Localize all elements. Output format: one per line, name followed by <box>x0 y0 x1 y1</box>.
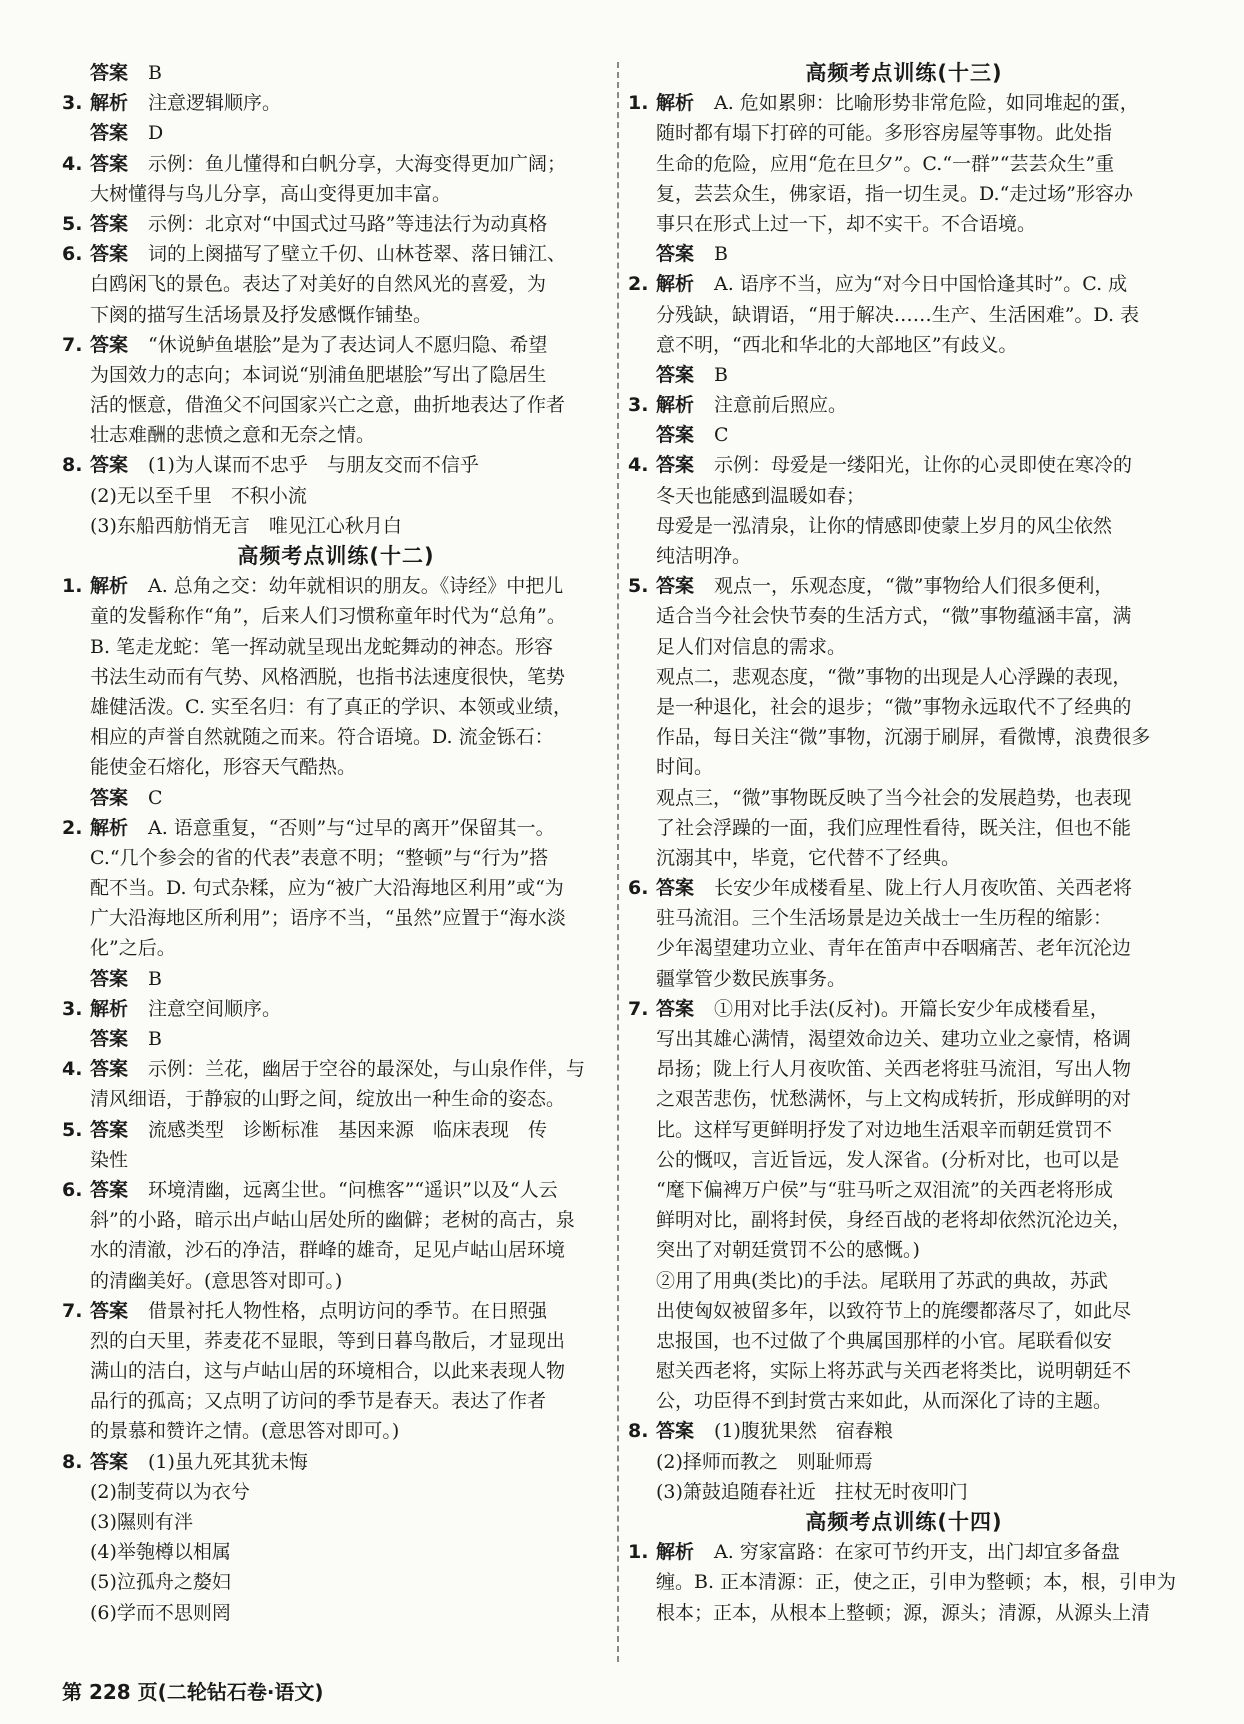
item-text: C <box>714 424 729 447</box>
answer-continuation: 意不明，“西北和华北的大部地区”有歧义。 <box>656 333 1018 356</box>
answer-continuation: 复，芸芸众生，佛家语，指一切生灵。D.“走过场”形容办 <box>656 182 1134 205</box>
item-text: (1)腹犹果然 宿舂粮 <box>714 1420 893 1443</box>
answer-continuation: 少年渴望建功立业、青年在笛声中吞咽痛苦、老年沉沦边 <box>656 937 1132 960</box>
item-number: 3. <box>62 997 83 1020</box>
answer-subitem: (2)制芰荷以为衣兮 <box>90 1480 250 1503</box>
item-text: C <box>148 786 163 809</box>
item-label: 解析 <box>656 92 695 115</box>
answer-item <box>62 571 610 601</box>
answer-item <box>62 1054 610 1084</box>
answer-continuation: 随时都有塌下打碎的可能。多形容房屋等事物。此处指 <box>656 122 1113 145</box>
item-text: “休说鲈鱼堪脍”是为了表达词人不愿归隐、希望 <box>148 333 548 356</box>
answer-continuation: 烈的白天里，荞麦花不显眼，等到日暮鸟散后，才显现出 <box>90 1329 566 1352</box>
item-number: 5. <box>62 212 83 235</box>
answer-subitem: (3)箫鼓追随春社近 拄杖无时夜叩门 <box>656 1480 968 1503</box>
answer-item <box>628 450 1180 480</box>
answer-continuation: 能使金石熔化，形容天气酷热。 <box>90 756 357 779</box>
answer-continuation: 相应的声誉自然就随之而来。符合语境。D. 流金铄石： <box>90 726 554 749</box>
item-label: 答案 <box>656 243 695 266</box>
item-text: B <box>148 1028 162 1050</box>
answer-continuation: 时间。 <box>656 756 714 779</box>
answer-continuation: 昂扬；陇上行人月夜吹笛、关西老将驻马流泪，写出人物 <box>656 1058 1132 1081</box>
answer-continuation: 慰关西老将，实际上将苏武与关西老将类比，说明朝廷不 <box>656 1360 1132 1383</box>
item-text: B <box>714 243 728 266</box>
item-text: 注意空间顺序。 <box>148 997 282 1020</box>
answer-item <box>62 118 610 148</box>
answer-continuation: 是一种退化，社会的退步；“微”事物永远取代不了经典的 <box>656 695 1132 718</box>
answer-continuation: 染性 <box>90 1148 129 1171</box>
answer-item <box>628 1537 1180 1567</box>
item-text: B <box>714 363 728 386</box>
answer-item <box>62 330 610 360</box>
answer-continuation: 公，功臣得不到封赏古来如此，从而深化了诗的主题。 <box>656 1390 1113 1413</box>
item-label: 解析 <box>656 1541 695 1564</box>
item-number: 6. <box>62 243 83 266</box>
answer-continuation: 书法生动而有气势、风格洒脱，也指书法速度很快，笔势 <box>90 665 566 688</box>
answer-item <box>62 1175 610 1205</box>
left-column <box>62 58 610 1628</box>
answer-continuation: ②用了用典(类比)的手法。尾联用了苏武的典故，苏武 <box>656 1269 1108 1292</box>
answer-item <box>62 1296 610 1326</box>
item-text: (1)虽九死其犹未悔 <box>148 1450 308 1473</box>
item-text: A. 语序不当，应为“对今日中国恰逢其时”。C. 成 <box>714 273 1128 296</box>
answer-subitem: (5)泣孤舟之嫠妇 <box>90 1571 231 1594</box>
answer-item <box>62 88 610 118</box>
answer-item <box>628 571 1180 601</box>
item-number: 7. <box>62 333 83 356</box>
answer-continuation: 童的发髻称作“角”，后来人们习惯称童年时代为“总角”。 <box>90 605 566 628</box>
answer-continuation: 纯洁明净。 <box>656 545 752 567</box>
item-label: 答案 <box>90 1178 129 1201</box>
item-text: 示例：兰花，幽居于空谷的最深处，与山泉作伴，与 <box>148 1058 586 1081</box>
item-label: 解析 <box>90 816 129 839</box>
item-number: 1. <box>628 1541 649 1564</box>
item-text: A. 穷家富路：在家可节约开支，出门却宜多备盘 <box>714 1541 1120 1564</box>
item-text: 借景衬托人物性格，点明访问的季节。在日照强 <box>148 1299 548 1322</box>
answer-item <box>62 58 610 88</box>
answer-continuation: 大树懂得与鸟儿分享，高山变得更加丰富。 <box>90 182 452 205</box>
answer-continuation: “麾下偏裨万户侯”与“驻马听之双泪流”的关西老将形成 <box>656 1178 1113 1201</box>
answer-subitem: (2)择师而教之 则耻师焉 <box>656 1450 873 1473</box>
answer-continuation: 适合当今社会快节奏的生活方式，“微”事物蕴涵丰富，满 <box>656 605 1132 628</box>
item-text: A. 危如累卵：比喻形势非常危险，如同堆起的蛋， <box>714 92 1139 115</box>
item-number: 1. <box>628 92 649 115</box>
answer-item <box>628 239 1180 269</box>
answer-continuation: 满山的洁白，这与卢岵山居的环境相合，以此来表现人物 <box>90 1360 566 1383</box>
answer-item <box>62 994 610 1024</box>
answer-item <box>628 360 1180 390</box>
answer-continuation: 分残缺，缺谓语，“用于解决……生产、生活困难”。D. 表 <box>656 303 1140 326</box>
answer-item <box>62 1447 610 1477</box>
answer-subitem: (3)东船西舫悄无言 唯见江心秋月白 <box>90 514 402 537</box>
item-number: 3. <box>628 394 649 417</box>
answer-item <box>628 994 1180 1024</box>
answer-continuation: 事只在形式上过一下，却不实干。不合语境。 <box>656 212 1037 235</box>
answer-continuation: 品行的孤高；又点明了访问的季节是春天。表达了作者 <box>90 1390 547 1413</box>
item-label: 答案 <box>656 454 695 477</box>
item-label: 答案 <box>90 967 129 990</box>
answer-subitem: (4)举匏樽以相属 <box>90 1541 231 1564</box>
item-number: 1. <box>62 575 83 598</box>
answer-continuation: 斜”的小路，暗示出卢岵山居处所的幽僻；老树的高古，泉 <box>90 1209 575 1232</box>
item-label: 答案 <box>656 997 695 1020</box>
item-label: 答案 <box>90 1450 129 1473</box>
answer-continuation: 比。这样写更鲜明抒发了对边地生活艰辛而朝廷赏罚不 <box>656 1118 1113 1141</box>
item-label: 答案 <box>90 62 129 84</box>
answer-continuation: 忠报国，也不过做了个典属国那样的小官。尾联看似安 <box>656 1329 1113 1352</box>
answer-continuation: C.“几个参会的省的代表”表意不明；“整顿”与“行为”搭 <box>90 846 549 869</box>
item-label: 答案 <box>656 1420 695 1443</box>
item-label: 解析 <box>90 997 129 1020</box>
item-text: 观点一，乐观态度，“微”事物给人们很多便利， <box>714 575 1114 598</box>
item-text: A. 语意重复，“否则”与“过早的离开”保留其一。 <box>148 816 555 839</box>
item-number: 6. <box>628 877 649 900</box>
answer-item <box>62 813 610 843</box>
item-label: 答案 <box>90 333 129 356</box>
answer-continuation: 清风细语，于静寂的山野之间，绽放出一种生命的姿态。 <box>90 1088 566 1111</box>
answer-continuation: 鲜明对比，副将封侯，身经百战的老将却依然沉沦边关， <box>656 1209 1132 1232</box>
answer-continuation: B. 笔走龙蛇：笔一挥动就呈现出龙蛇舞动的神态。形容 <box>90 635 554 658</box>
page-footer: 第 228 页(二轮钻石卷·语文) <box>62 1680 324 1704</box>
item-label: 答案 <box>90 1299 129 1322</box>
item-number: 5. <box>628 575 649 598</box>
answer-continuation: 足人们对信息的需求。 <box>656 635 847 658</box>
answer-continuation: 作品，每日关注“微”事物，沉溺于刷屏，看微博，浪费很多 <box>656 726 1151 749</box>
item-number: 6. <box>62 1178 83 1201</box>
item-label: 答案 <box>90 243 129 266</box>
answer-continuation: 广大沿海地区所利用”；语序不当，“虽然”应置于“海水淡 <box>90 907 566 930</box>
column-divider <box>617 62 619 1662</box>
answer-continuation: 驻马流泪。三个生活场景是边关战士一生历程的缩影： <box>656 907 1113 930</box>
answer-item <box>62 1024 610 1054</box>
item-label: 答案 <box>90 786 129 809</box>
answer-continuation: 活的惬意，借渔父不问国家兴亡之意，曲折地表达了作者 <box>90 394 566 417</box>
item-text: A. 总角之交：幼年就相识的朋友。《诗经》中把儿 <box>148 575 564 598</box>
item-number: 8. <box>62 1450 83 1473</box>
item-label: 解析 <box>656 273 695 296</box>
item-text: 注意前后照应。 <box>714 394 848 417</box>
answer-subitem: (2)无以至千里 不积小流 <box>90 484 307 507</box>
item-number: 2. <box>628 273 649 296</box>
item-number: 8. <box>628 1420 649 1443</box>
item-label: 答案 <box>90 212 129 235</box>
answer-item <box>62 964 610 994</box>
answer-subitem: (3)隰则有泮 <box>90 1511 193 1533</box>
answer-continuation: 写出其雄心满情，渴望效命边关、建功立业之豪情，格调 <box>656 1028 1132 1050</box>
item-text: ①用对比手法(反衬)。开篇长安少年成楼看星， <box>714 997 1109 1020</box>
section-heading: 高频考点训练(十四) <box>805 1510 1003 1534</box>
answer-item <box>62 239 610 269</box>
answer-continuation: 下阕的描写生活场景及抒发感慨作铺垫。 <box>90 303 433 326</box>
item-number: 5. <box>62 1118 83 1141</box>
item-label: 解析 <box>90 92 129 115</box>
item-label: 答案 <box>90 1118 129 1141</box>
item-text: D <box>148 122 164 145</box>
answer-continuation: 公的慨叹，言近旨远，发人深省。(分析对比，也可以是 <box>656 1148 1120 1171</box>
answer-continuation: 白鸥闲飞的景色。表达了对美好的自然风光的喜爱，为 <box>90 273 547 296</box>
item-label: 解析 <box>656 394 695 417</box>
answer-continuation: 配不当。D. 句式杂糅，应为“被广大沿海地区利用”或“为 <box>90 877 564 900</box>
answer-continuation: 壮志难酬的悲愤之意和无奈之情。 <box>90 424 376 447</box>
item-text: 流感类型 诊断标准 基因来源 临床表现 传 <box>148 1118 548 1141</box>
item-text: (1)为人谋而不忠乎 与朋友交而不信乎 <box>148 454 479 477</box>
item-text: 长安少年成楼看星、陇上行人月夜吹笛、关西老将 <box>714 877 1133 900</box>
item-number: 4. <box>628 454 649 477</box>
answer-item <box>62 783 610 813</box>
answer-continuation: 观点三，“微”事物既反映了当今社会的发展趋势，也表现 <box>656 786 1132 809</box>
item-number: 7. <box>62 1299 83 1322</box>
answer-item <box>628 88 1180 118</box>
answer-continuation: 母爱是一泓清泉，让你的情感即使蒙上岁月的风尘依然 <box>656 514 1113 537</box>
answer-continuation: 突出了对朝廷赏罚不公的感慨。) <box>656 1239 920 1262</box>
item-label: 答案 <box>90 1028 129 1050</box>
item-text: 示例：鱼儿懂得和白帆分享，大海变得更加广阔； <box>148 152 567 175</box>
item-number: 4. <box>62 152 83 175</box>
item-number: 8. <box>62 454 83 477</box>
answer-continuation: 疆掌管少数民族事务。 <box>656 967 847 990</box>
item-label: 答案 <box>90 122 129 145</box>
answer-item <box>628 420 1180 450</box>
item-number: 4. <box>62 1058 83 1081</box>
item-number: 2. <box>62 816 83 839</box>
item-text: 示例：北京对“中国式过马路”等违法行为动真格 <box>148 212 548 235</box>
answer-continuation: 冬天也能感到温暖如春； <box>656 484 866 507</box>
answer-continuation: 雄健活泼。C. 实至名归：有了真正的学识、本领或业绩， <box>90 695 572 718</box>
item-text: B <box>148 967 162 990</box>
answer-continuation: 观点二，悲观态度，“微”事物的出现是人心浮躁的表现， <box>656 665 1132 688</box>
answer-subitem: (6)学而不思则罔 <box>90 1601 231 1624</box>
answer-item <box>62 1115 610 1145</box>
answer-continuation: 水的清澈，沙石的净洁，群峰的雄奇，足见卢岵山居环境 <box>90 1239 566 1262</box>
answer-continuation: 的景慕和赞许之情。(意思答对即可。) <box>90 1420 400 1443</box>
answer-item <box>628 1416 1180 1446</box>
answer-continuation: 的清幽美好。(意思答对即可。) <box>90 1269 343 1292</box>
item-number: 3. <box>62 92 83 115</box>
answer-continuation: 缠。B. 正本清源：正，使之正，引申为整顿；本，根，引申为 <box>656 1571 1177 1594</box>
answer-continuation: 生命的危险，应用“危在旦夕”。C.“一群”“芸芸众生”重 <box>656 152 1115 175</box>
answer-item <box>62 450 610 480</box>
section-heading: 高频考点训练(十三) <box>805 61 1003 85</box>
item-text: B <box>148 62 162 84</box>
answer-continuation: 为国效力的志向；本词说“别浦鱼肥堪脍”写出了隐居生 <box>90 363 547 386</box>
item-label: 答案 <box>656 424 695 447</box>
item-text: 环境清幽，远离尘世。“问樵客”“遥识”以及“人云 <box>148 1178 558 1201</box>
answer-continuation: 沉溺其中，毕竟，它代替不了经典。 <box>656 846 961 869</box>
item-number: 7. <box>628 997 649 1020</box>
answer-continuation: 之艰苦悲伤，忧愁满怀，与上文构成转折，形成鲜明的对 <box>656 1088 1132 1111</box>
item-label: 解析 <box>90 575 129 598</box>
item-label: 答案 <box>90 1058 129 1081</box>
answer-continuation: 出使匈奴被留多年，以致符节上的旄缨都落尽了，如此尽 <box>656 1299 1132 1322</box>
item-label: 答案 <box>656 575 695 598</box>
item-label: 答案 <box>656 877 695 900</box>
item-text: 注意逻辑顺序。 <box>148 92 282 115</box>
answer-item <box>628 873 1180 903</box>
item-label: 答案 <box>90 152 129 175</box>
item-text: 词的上阕描写了壁立千仞、山林苍翠、落日铺江、 <box>148 243 567 266</box>
item-label: 答案 <box>90 454 129 477</box>
item-text: 示例：母爱是一缕阳光，让你的心灵即使在寒冷的 <box>714 454 1133 477</box>
section-heading: 高频考点训练(十二) <box>237 544 435 568</box>
answer-item <box>62 209 610 239</box>
answer-item <box>628 390 1180 420</box>
answer-item <box>62 149 610 179</box>
item-label: 答案 <box>656 363 695 386</box>
right-column <box>628 58 1180 1628</box>
answer-continuation: 了社会浮躁的一面，我们应理性看待，既关注，但也不能 <box>656 816 1132 839</box>
answer-item <box>628 269 1180 299</box>
answer-continuation: 根本；正本，从根本上整顿；源，源头；清源，从源头上清 <box>656 1601 1151 1624</box>
answer-continuation: 化”之后。 <box>90 937 176 960</box>
